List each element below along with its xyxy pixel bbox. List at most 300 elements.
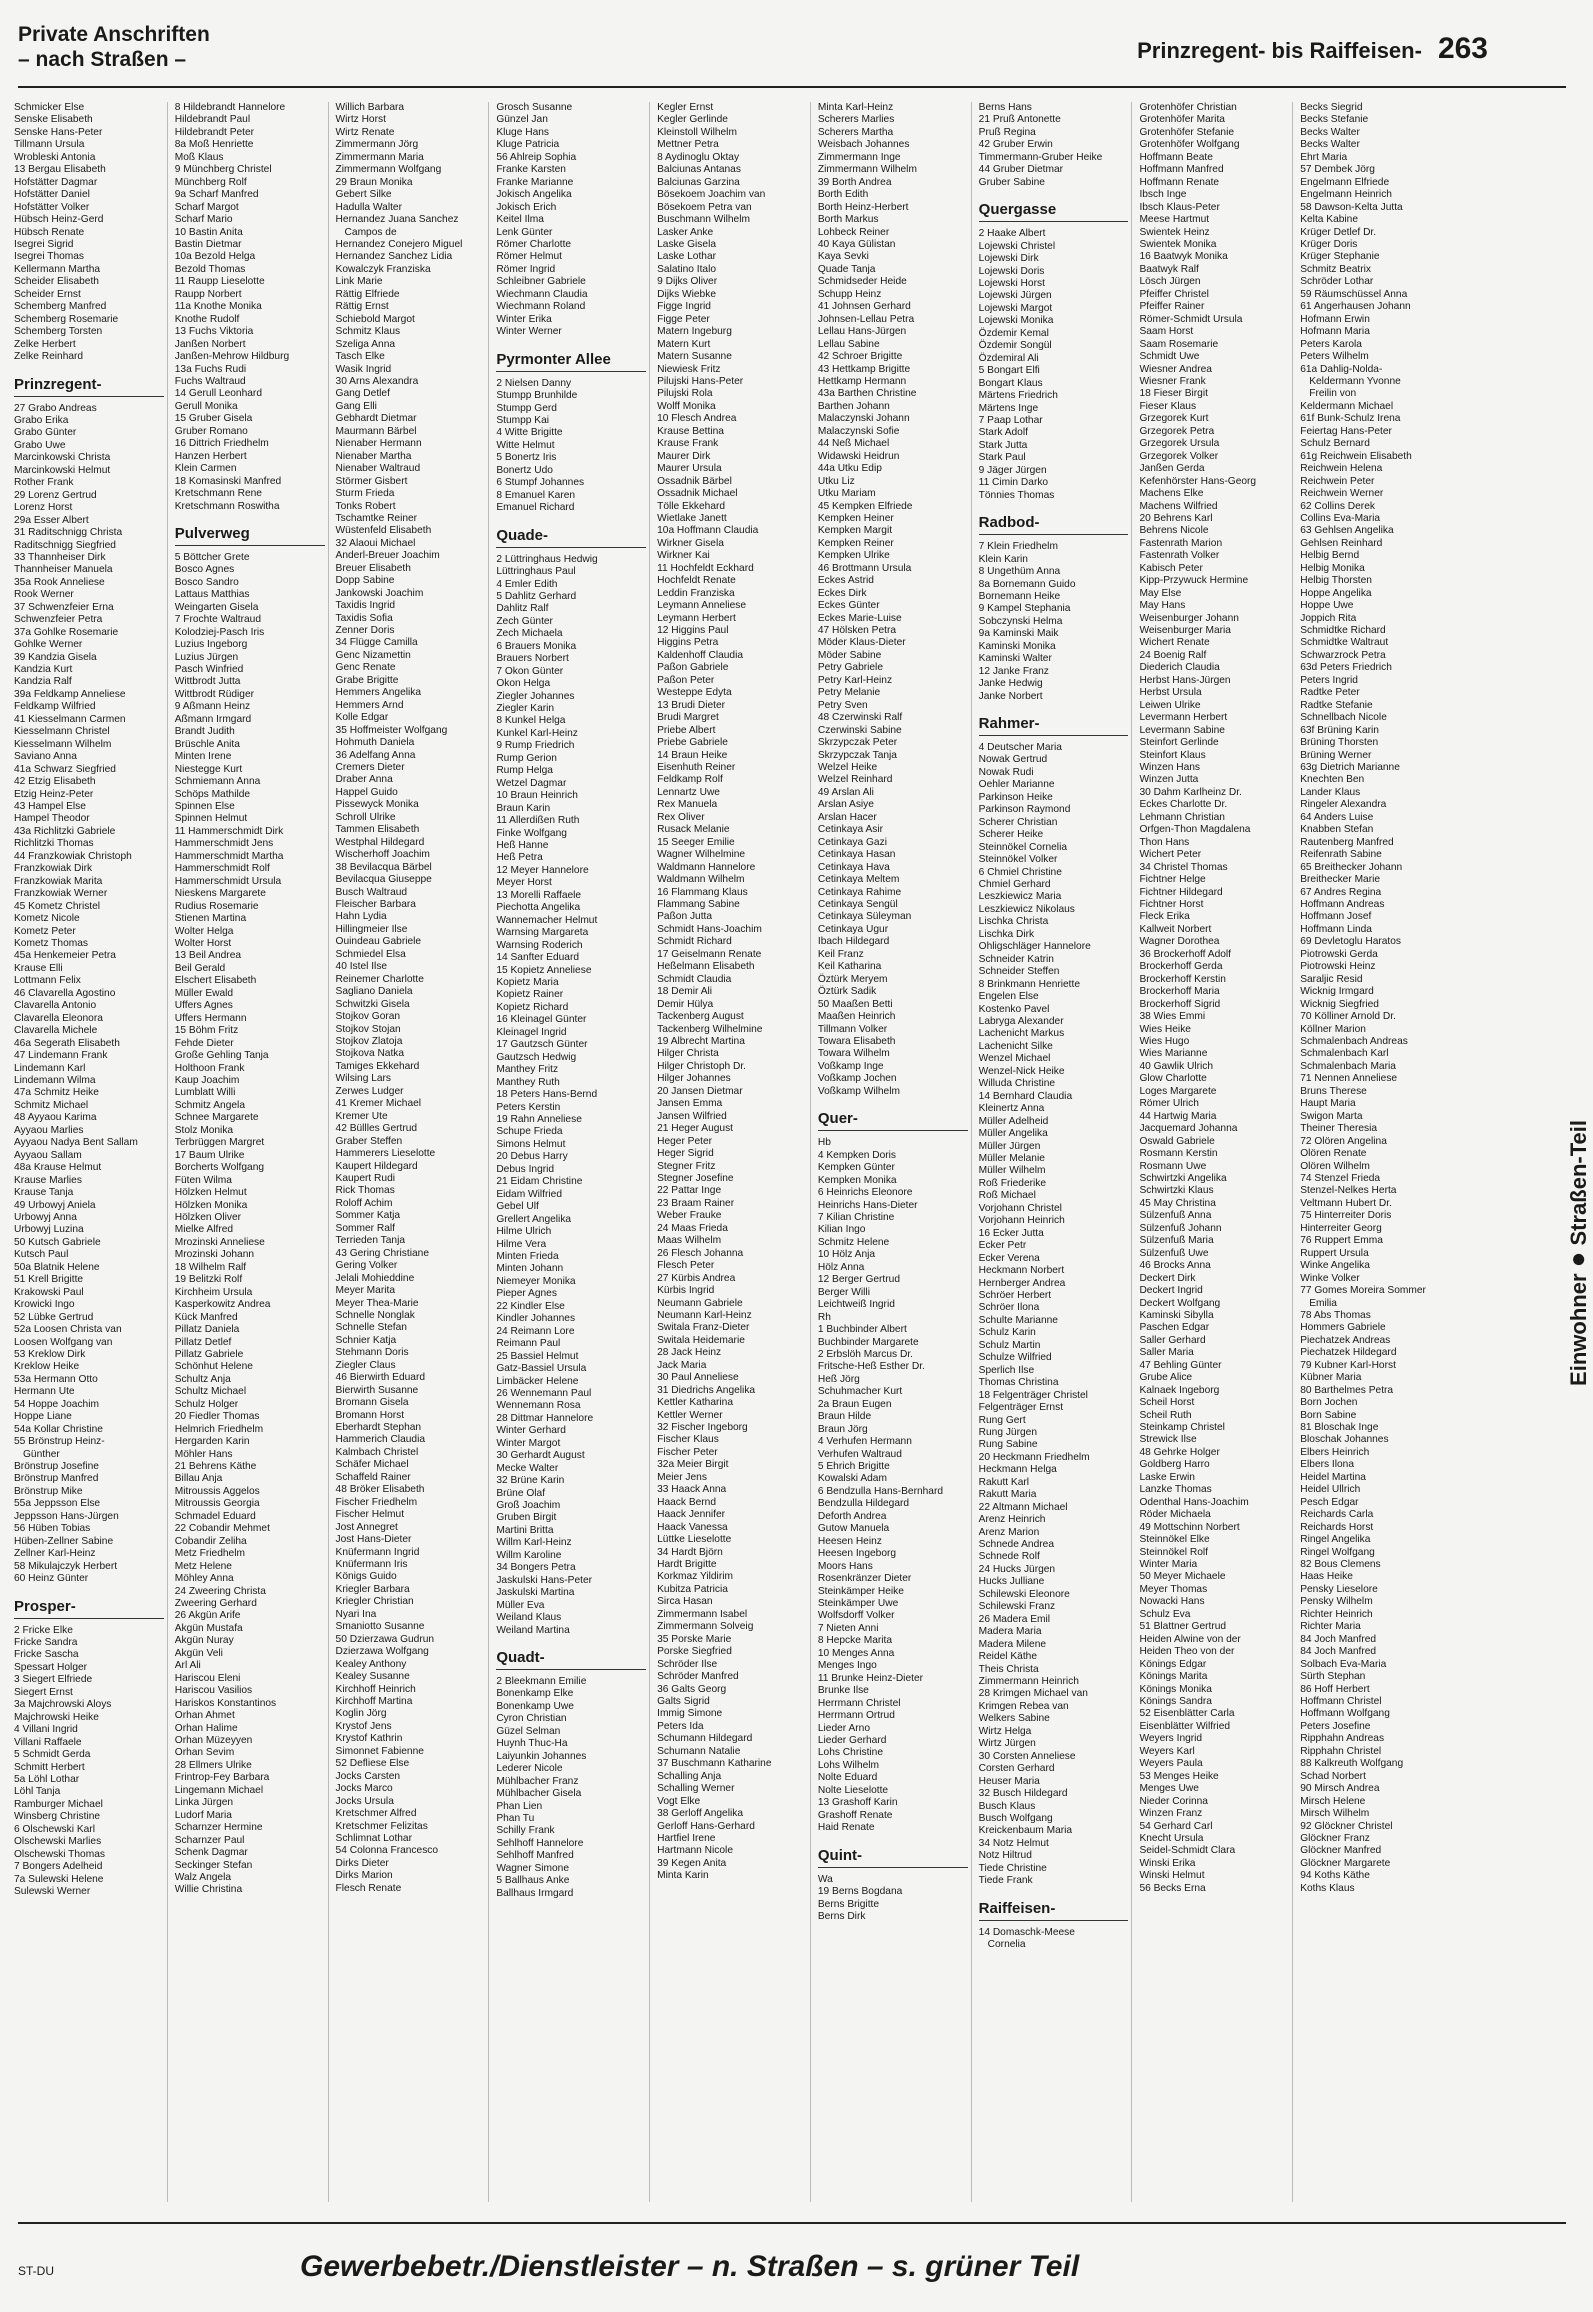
resident-entry: Cetinkaya Rahime <box>817 886 902 898</box>
resident-entry: Krimgen Rebea van <box>978 1700 1069 1712</box>
resident-entry: 11 Hochfeldt Eckhard <box>657 562 754 574</box>
resident-entry: Willm Karoline <box>496 1549 562 1561</box>
resident-entry: Mettner Petra <box>657 139 719 151</box>
resident-entry: Taxidis Sofia <box>335 612 393 624</box>
resident-entry: Higgins Petra <box>657 637 719 649</box>
resident-entry: 5 Böttcher Grete <box>174 551 250 563</box>
resident-entry: Bonertz Udo <box>496 464 553 476</box>
resident-entry: Schupp Heinz <box>817 288 882 300</box>
resident-entry: 4 Kempken Doris <box>817 1149 897 1161</box>
resident-entry: Thomas Christina <box>978 1377 1059 1389</box>
resident-entry: Kirchhoff Martina <box>335 1696 413 1707</box>
resident-entry: Jacquemard Johanna <box>1139 1123 1238 1135</box>
resident-entry: Kempken Ulrike <box>817 550 890 562</box>
resident-entry: Kluge Patricia <box>496 139 560 151</box>
resident-entry: Hoffmann Andreas <box>1300 899 1385 910</box>
resident-entry: Fichtner Horst <box>1139 899 1204 910</box>
resident-entry: 38 Bevilacqua Bärbel <box>335 861 432 873</box>
resident-entry: Kegler Gerlinde <box>657 114 728 126</box>
resident-entry: 82 Bous Clemens <box>1300 1559 1381 1571</box>
column-5 <box>657 102 811 2202</box>
resident-entry: Meyer Thomas <box>1139 1583 1208 1595</box>
resident-entry: 7a Sulewski Helene <box>14 1873 104 1885</box>
resident-entry: Petry Sven <box>817 699 868 711</box>
resident-entry: Wichert Renate <box>1139 637 1210 649</box>
resident-entry: Jost Hans-Dieter <box>335 1534 412 1546</box>
resident-entry: Reidel Käthe <box>978 1651 1037 1663</box>
resident-entry: Limbäcker Helene <box>496 1375 579 1387</box>
resident-entry: Westphal Hildegard <box>335 836 425 848</box>
resident-entry: Linka Jürgen <box>174 1797 234 1809</box>
resident-entry: 26 Madera Emil <box>978 1613 1050 1625</box>
resident-entry: Becks Walter <box>1300 126 1360 138</box>
resident-entry: Janßen Gerda <box>1139 463 1205 475</box>
resident-entry: Kaminski Walter <box>978 653 1052 665</box>
resident-entry: 14 Domaschk-Meese <box>978 1926 1075 1938</box>
resident-entry: Lingemann Michael <box>174 1784 264 1796</box>
resident-entry: Ayyaou Marlies <box>14 1124 84 1136</box>
resident-entry: 2 Lüttringhaus Hedwig <box>496 553 598 565</box>
resident-entry: 1 Buchbinder Albert <box>817 1324 907 1336</box>
resident-entry: Wittbrodt Rüdiger <box>174 688 255 700</box>
resident-entry: Brockerhoff Sigrid <box>1139 998 1221 1010</box>
resident-entry: 4 Witte Brigitte <box>496 427 563 439</box>
resident-entry: Leddin Franziska <box>657 587 735 599</box>
resident-entry: Arslan Hacer <box>817 811 877 823</box>
resident-entry: Born Jochen <box>1300 1397 1358 1409</box>
resident-entry: 2a Braun Eugen <box>817 1398 892 1410</box>
resident-entry: Waldmann Wilhelm <box>657 874 745 886</box>
resident-entry: Krause Elli <box>14 962 63 974</box>
resident-entry: Fichtner Hildegard <box>1139 886 1223 898</box>
resident-entry: 62 Collins Derek <box>1300 500 1375 512</box>
resident-entry: Terrieden Tanja <box>335 1235 406 1247</box>
resident-entry: Kreklow Heike <box>14 1361 80 1373</box>
resident-entry: Peters Ingrid <box>1300 674 1358 686</box>
resident-entry: Güzel Selman <box>496 1725 561 1737</box>
resident-entry: Emanuel Richard <box>496 502 575 514</box>
resident-entry: 34 Christel Thomas <box>1139 861 1228 873</box>
resident-entry: Hochfeldt Renate <box>657 575 736 587</box>
resident-entry: 45 Kometz Christel <box>14 900 101 912</box>
resident-entry: 20 Behrens Karl <box>1139 512 1213 524</box>
resident-entry: 43 Hettkamp Brigitte <box>817 363 911 375</box>
resident-entry: 53 Kreklow Dirk <box>14 1348 86 1360</box>
resident-entry: Tackenberg August <box>657 1011 744 1023</box>
resident-entry: 39 Borth Andrea <box>817 176 892 188</box>
resident-entry: Odenthal Hans-Joachim <box>1139 1496 1249 1508</box>
resident-entry: Königs Guido <box>335 1571 397 1583</box>
resident-entry: Scherers Marlies <box>817 114 895 126</box>
resident-entry: Weisenburger Maria <box>1139 625 1231 637</box>
resident-entry: 61g Reichwein Elisabeth <box>1300 450 1412 462</box>
resident-entry: Hartmann Nicole <box>657 1845 733 1857</box>
resident-entry: Cetinkaya Hava <box>817 861 890 873</box>
resident-entry: Fricke Sascha <box>14 1649 79 1661</box>
resident-entry: Schmalenbach Andreas <box>1300 1035 1408 1047</box>
resident-entry: Lennartz Uwe <box>657 786 720 798</box>
resident-entry: Schmadel Eduard <box>174 1510 256 1522</box>
resident-entry: Gerloff Hans-Gerhard <box>657 1820 755 1832</box>
resident-entry: 24 Boenig Ralf <box>1139 649 1207 661</box>
resident-entry: 3a Majchrowski Aloys <box>14 1699 112 1711</box>
resident-entry: Jansen Wilfried <box>657 1110 727 1122</box>
street-heading: Quer- <box>818 1110 968 1131</box>
resident-entry: Kefenhörster Hans-Georg <box>1139 475 1257 487</box>
resident-entry: Bonenkamp Elke <box>496 1688 574 1700</box>
resident-entry: Hüben-Zellner Sabine <box>14 1535 114 1547</box>
resident-entry: 8 Aydinoglu Oktay <box>657 151 740 163</box>
resident-entry: Hernberger Andrea <box>978 1277 1066 1289</box>
resident-entry: Brunke Ilse <box>817 1685 869 1697</box>
resident-entry: Schmitz Helene <box>817 1236 890 1248</box>
resident-entry: 22 Cobandir Mehmet <box>174 1523 270 1535</box>
column-4 <box>496 102 650 2202</box>
resident-entry: Feldkamp Wilfried <box>14 701 96 713</box>
resident-entry: 31 Raditschnigg Christa <box>14 527 123 539</box>
resident-entry: Peters Kerstin <box>496 1101 561 1113</box>
resident-entry: Schnee Margarete <box>174 1112 259 1124</box>
resident-entry: Lojewski Monika <box>978 315 1054 327</box>
resident-entry: Ossadnik Michael <box>657 488 738 500</box>
resident-entry: Schwirtzki Klaus <box>1139 1185 1214 1197</box>
resident-entry: Fischer Klaus <box>657 1434 719 1446</box>
resident-entry: Gruber Sabine <box>978 176 1045 188</box>
resident-entry: 24 Hucks Jürgen <box>978 1563 1056 1575</box>
resident-entry: 33 Haack Anna <box>657 1484 727 1496</box>
resident-entry: Jansen Emma <box>657 1098 723 1110</box>
resident-entry: Schuhmacher Kurt <box>817 1386 903 1398</box>
resident-entry: Bongart Klaus <box>978 377 1043 389</box>
resident-entry: 19 Belitzki Rolf <box>174 1274 243 1286</box>
resident-entry: Aßmann Irmgard <box>174 713 252 725</box>
resident-entry: Kempken Reiner <box>817 537 894 549</box>
resident-entry: Stenzel-Nelkes Herta <box>1300 1185 1397 1197</box>
resident-entry: 17 Geiselmann Renate <box>657 948 762 960</box>
resident-entry: Meyer Horst <box>496 877 552 889</box>
resident-entry: Moors Hans <box>817 1560 873 1572</box>
resident-entry: Winter Margot <box>496 1437 561 1449</box>
resident-entry: Winter Werner <box>496 326 562 338</box>
resident-entry: Minten Frieda <box>496 1250 559 1262</box>
resident-entry: Hb <box>817 1137 831 1149</box>
resident-entry: Schleibner Gabriele <box>496 276 586 288</box>
resident-entry: Fricke Sandra <box>14 1637 78 1649</box>
street-heading: Prinzregent- <box>14 376 164 397</box>
resident-entry: Paschen Edgar <box>1139 1322 1210 1334</box>
resident-entry: 42 Schroer Brigitte <box>817 351 903 363</box>
resident-entry: 54a Kollar Christine <box>14 1423 103 1435</box>
resident-entry: Clavarella Eleonora <box>14 1012 103 1024</box>
resident-entry: Klein Karin <box>978 553 1028 565</box>
resident-entry: 12 Meyer Hannelore <box>496 864 589 876</box>
resident-entry: Tonks Robert <box>335 500 396 512</box>
resident-entry: 6 Stumpf Johannes <box>496 477 585 489</box>
resident-entry: 18 Demir Ali <box>657 986 713 998</box>
resident-entry: 13a Fuchs Rudi <box>174 363 247 375</box>
resident-entry: Steinkämper Uwe <box>817 1598 899 1610</box>
resident-entry: Heidel Martina <box>1300 1471 1366 1483</box>
resident-entry: Olören Wilhelm <box>1300 1160 1370 1172</box>
resident-entry: Scharf Margot <box>174 201 239 213</box>
resident-entry: Schultz Anja <box>174 1373 231 1385</box>
resident-entry: Schmidseder Heide <box>817 276 907 288</box>
resident-entry: Mühlbacher Gisela <box>496 1788 582 1800</box>
resident-entry: Wolter Horst <box>174 938 232 949</box>
resident-entry: 54 Hoppe Joachim <box>14 1398 99 1410</box>
resident-entry: Orfgen-Thon Magdalena <box>1139 824 1251 836</box>
resident-entry: 43 Gering Christiane <box>335 1247 429 1259</box>
resident-entry: Huynh Thuc-Ha <box>496 1738 568 1750</box>
resident-entry: 9a Scharf Manfred <box>174 189 259 201</box>
resident-entry: Dopp Sabine <box>335 575 395 587</box>
resident-entry: 4 Villani Ingrid <box>14 1724 78 1736</box>
resident-entry: Lohbeck Reiner <box>817 226 890 238</box>
resident-entry: 52 Eisenblätter Carla <box>1139 1708 1235 1720</box>
resident-entry: 20 Fiedler Thomas <box>174 1411 260 1423</box>
resident-entry: Jost Annegret <box>335 1521 398 1533</box>
resident-entry: Hampel Theodor <box>14 813 90 825</box>
resident-entry: 44 Gruber Dietmar <box>978 164 1064 176</box>
resident-entry: 40 Kaya Gülistan <box>817 238 896 250</box>
resident-entry: Köllner Marion <box>1300 1023 1366 1035</box>
resident-entry: Lasker Anke <box>657 226 714 238</box>
resident-entry: Ruppert Ursula <box>1300 1247 1369 1259</box>
resident-entry: Strewick Ilse <box>1139 1434 1197 1446</box>
resident-entry: Özdemir Kemal <box>978 327 1049 339</box>
resident-entry: Pillatz Gabriele <box>174 1348 244 1360</box>
resident-entry: Neumann Gabriele <box>657 1297 743 1309</box>
resident-entry: Rook Werner <box>14 589 74 601</box>
resident-entry: Herrmann Christel <box>817 1697 901 1709</box>
resident-entry: Steinnökel Cornelia <box>978 841 1068 853</box>
resident-entry: Löhl Tanja <box>14 1786 61 1798</box>
resident-entry: 80 Barthelmes Petra <box>1300 1384 1394 1396</box>
resident-entry: Haupt Maria <box>1300 1098 1356 1110</box>
resident-entry: Wicknig Siegfried <box>1300 998 1379 1010</box>
column-3 <box>336 102 490 2202</box>
resident-entry: Towara Wilhelm <box>817 1048 890 1060</box>
resident-entry: Zenner Doris <box>335 625 395 637</box>
resident-entry: Schnede Andrea <box>978 1539 1054 1551</box>
resident-entry: Wannemacher Helmut <box>496 914 598 926</box>
resident-entry: Kellermann Martha <box>14 263 101 275</box>
resident-entry: 8 Kunkel Helga <box>496 715 566 727</box>
resident-entry: Kowalski Adam <box>817 1473 887 1485</box>
resident-entry: 13 Fuchs Viktoria <box>174 326 254 338</box>
resident-entry: Schnier Katja <box>335 1334 397 1346</box>
resident-entry: 2 Haake Albert <box>978 228 1046 240</box>
resident-entry: Schnede Rolf <box>978 1551 1040 1563</box>
resident-entry: Switala Franz-Dieter <box>657 1322 750 1334</box>
resident-entry: Heßelmann Elisabeth <box>657 961 755 973</box>
resident-entry: Theiner Theresia <box>1300 1123 1378 1135</box>
resident-entry: Steinkämper Heike <box>817 1585 904 1597</box>
resident-entry: 10a Bezold Helga <box>174 251 256 263</box>
resident-entry: 63d Peters Friedrich <box>1300 662 1392 674</box>
resident-entry: Solbach Eva-Maria <box>1300 1658 1387 1670</box>
resident-entry: Kostenko Pavel <box>978 1003 1050 1015</box>
resident-entry: Brönstrup Josefine <box>14 1461 99 1473</box>
resident-entry: Orhan Halime <box>174 1722 238 1734</box>
resident-entry: Parkinson Heike <box>978 791 1053 803</box>
resident-entry: 50 Maaßen Betti <box>817 998 893 1010</box>
resident-entry: Akgün Mustafa <box>174 1622 243 1634</box>
resident-entry: Jeppsson Hans-Jürgen <box>14 1510 119 1522</box>
resident-entry: Helbig Bernd <box>1300 550 1360 562</box>
resident-entry: Wiesner Frank <box>1139 375 1206 387</box>
resident-entry: Schumann Hildegard <box>657 1733 753 1745</box>
resident-entry: Stojkov Stojan <box>335 1023 401 1035</box>
resident-entry: Krause Tanja <box>14 1187 74 1199</box>
resident-entry: Füten Wilma <box>174 1174 232 1186</box>
resident-entry: Figge Ingrid <box>657 301 711 313</box>
resident-entry: Hofstätter Dagmar <box>14 176 98 188</box>
resident-entry: Spinnen Else <box>174 801 235 813</box>
resident-entry: Uffers Hermann <box>174 1012 247 1024</box>
resident-entry: Zimmermann Inge <box>817 151 901 163</box>
resident-entry: Szeliga Anna <box>335 338 396 350</box>
resident-entry: Machens Elke <box>1139 488 1204 500</box>
resident-entry: Buschmann Wilhelm <box>657 214 750 226</box>
resident-entry: Grotenhöfer Christian <box>1139 102 1237 113</box>
resident-entry: Braun Jörg <box>817 1423 868 1435</box>
resident-entry: Kempken Günter <box>817 1162 895 1174</box>
resident-entry: 56 Ahlreip Sophia <box>496 151 577 163</box>
resident-entry: Ripphahn Andreas <box>1300 1733 1385 1745</box>
resident-entry: Wirtz Jürgen <box>978 1738 1036 1750</box>
resident-entry: Malaczynski Johann <box>817 413 910 425</box>
resident-entry: Hariskos Konstantinos <box>174 1697 277 1709</box>
resident-entry: Scharnzer Hermine <box>174 1822 263 1834</box>
resident-entry: 63f Brüning Karin <box>1300 724 1379 736</box>
resident-entry: Tschamtke Reiner <box>335 512 418 524</box>
resident-entry: Rättig Ernst <box>335 301 389 313</box>
footer-code: ST-DU <box>18 2264 54 2278</box>
resident-entry: Gang Elli <box>335 400 377 412</box>
resident-entry: Fischer Helmut <box>335 1509 405 1521</box>
resident-entry: 24 Zweering Christa <box>174 1585 266 1597</box>
resident-entry: May Hans <box>1139 600 1186 612</box>
resident-entry: 75 Hinterreiter Doris <box>1300 1210 1392 1222</box>
resident-entry: Scharnzer Paul <box>174 1834 245 1846</box>
resident-entry: Kaminski Sibylla <box>1139 1309 1214 1321</box>
resident-entry: Swientek Monika <box>1139 238 1217 250</box>
resident-entry: Müller Ewald <box>174 987 234 999</box>
resident-entry: Kometz Peter <box>14 925 76 937</box>
resident-entry: 7 Klein Friedhelm <box>978 541 1058 553</box>
resident-entry: Kaminski Monika <box>978 640 1056 652</box>
resident-entry: Franzkowiak Marita <box>14 875 103 887</box>
resident-entry: Hoffmann Wolfgang <box>1300 1708 1390 1720</box>
resident-entry: Nienaber Martha <box>335 450 412 462</box>
resident-entry: 48 Bröker Elisabeth <box>335 1484 425 1496</box>
resident-entry: Becks Stefanie <box>1300 114 1369 126</box>
resident-entry: Grabo Erika <box>14 414 69 426</box>
resident-entry: 7 Bongers Adelheid <box>14 1861 103 1873</box>
resident-entry: 15 Seeger Emilie <box>657 836 735 848</box>
resident-entry: Behrens Nicole <box>1139 525 1209 537</box>
resident-entry: Madera Milene <box>978 1638 1047 1650</box>
resident-entry: Lindemann Wilma <box>14 1074 96 1086</box>
resident-entry: Glöckner Manfred <box>1300 1845 1382 1857</box>
resident-entry: 37 Schwenzfeier Erna <box>14 601 114 613</box>
resident-entry: Wittbrodt Jutta <box>174 676 241 688</box>
resident-entry: Kettler Werner <box>657 1409 723 1421</box>
resident-entry: Krüger Doris <box>1300 238 1358 250</box>
resident-entry: Ramburger Michael <box>14 1798 103 1810</box>
resident-entry: Bromann Horst <box>335 1409 405 1421</box>
resident-entry: 10 Hölz Anja <box>817 1249 876 1261</box>
resident-entry: 41 Johnsen Gerhard <box>817 301 911 313</box>
resident-entry: Schmiemann Anna <box>174 776 261 788</box>
resident-entry: Sirca Hasan <box>657 1596 713 1608</box>
resident-entry: Schmitz Michael <box>14 1099 89 1111</box>
resident-entry: 55a Jeppsson Else <box>14 1498 101 1510</box>
resident-entry: Bastin Dietmar <box>174 238 242 250</box>
resident-entry: Krystof Jens <box>335 1720 392 1732</box>
resident-entry: Engelmann Elfriede <box>1300 176 1390 188</box>
resident-entry: Dahlitz Ralf <box>496 603 549 615</box>
resident-entry: 12 Berger Gertrud <box>817 1274 900 1286</box>
resident-entry: Hildebrandt Paul <box>174 114 251 126</box>
resident-entry: Richter Maria <box>1300 1621 1361 1633</box>
side-label-line1: Einwohner <box>1566 1273 1591 1386</box>
resident-entry: Minta Karin <box>657 1870 709 1882</box>
resident-entry: Raditschnigg Siegfried <box>14 539 116 551</box>
resident-entry: Scharf Mario <box>174 214 233 226</box>
resident-entry: 50 Kutsch Gabriele <box>14 1236 101 1248</box>
resident-entry: Kretschmann Roswitha <box>174 500 280 512</box>
resident-entry: Keil Franz <box>817 948 864 960</box>
resident-entry: Wenzel Michael <box>978 1053 1051 1065</box>
bullet-dot-icon: ● <box>1562 1251 1592 1268</box>
resident-entry: Radtke Stefanie <box>1300 699 1373 711</box>
resident-entry: Scheider Ernst <box>14 288 81 300</box>
resident-entry: 41a Schwarz Siegfried <box>14 763 116 775</box>
resident-entry: Zimmermann Jörg <box>335 139 419 151</box>
resident-entry: Utku Liz <box>817 475 855 487</box>
resident-entry: Lüttke Lieselotte <box>657 1534 732 1546</box>
page-header <box>18 18 1488 80</box>
resident-entry: Stumpp Brunhilde <box>496 390 578 402</box>
resident-entry: 47 Hölsken Petra <box>817 625 897 637</box>
resident-entry: 10 Braun Heinrich <box>496 790 578 802</box>
resident-entry: Fichtner Helge <box>1139 874 1206 886</box>
section-title-line2: – nach Straßen – <box>18 48 187 71</box>
resident-entry: Radtke Peter <box>1300 687 1360 699</box>
resident-entry: Anderl-Breuer Joachim <box>335 550 440 562</box>
resident-entry: 49 Mottschinn Norbert <box>1139 1521 1240 1533</box>
resident-entry: Heiden Theo von der <box>1139 1646 1235 1658</box>
resident-entry: Demir Hülya <box>657 998 714 1010</box>
resident-entry: Diederich Claudia <box>1139 662 1220 674</box>
resident-entry: Kübner Maria <box>1300 1372 1362 1384</box>
resident-entry: 58 Dawson-Kelta Jutta <box>1300 201 1403 213</box>
resident-entry: Hadulla Walter <box>335 201 402 213</box>
resident-entry: Koglin Jörg <box>335 1708 387 1720</box>
resident-entry: Janßen-Mehrow Hildburg <box>174 351 290 363</box>
resident-entry: Hinterreiter Georg <box>1300 1222 1382 1234</box>
resident-entry: 90 Mirsch Andrea <box>1300 1783 1380 1795</box>
resident-entry: Jaskulski Martina <box>496 1587 575 1599</box>
resident-entry: Busch Waltraud <box>335 886 408 898</box>
resident-entry: Kolodziej-Pasch Iris <box>174 626 265 638</box>
resident-entry: Metz Friedhelm <box>174 1548 245 1560</box>
street-heading: Prosper- <box>14 1598 164 1619</box>
resident-entry: 15 Böhm Fritz <box>174 1025 239 1037</box>
resident-entry: Krause Frank <box>657 438 719 450</box>
